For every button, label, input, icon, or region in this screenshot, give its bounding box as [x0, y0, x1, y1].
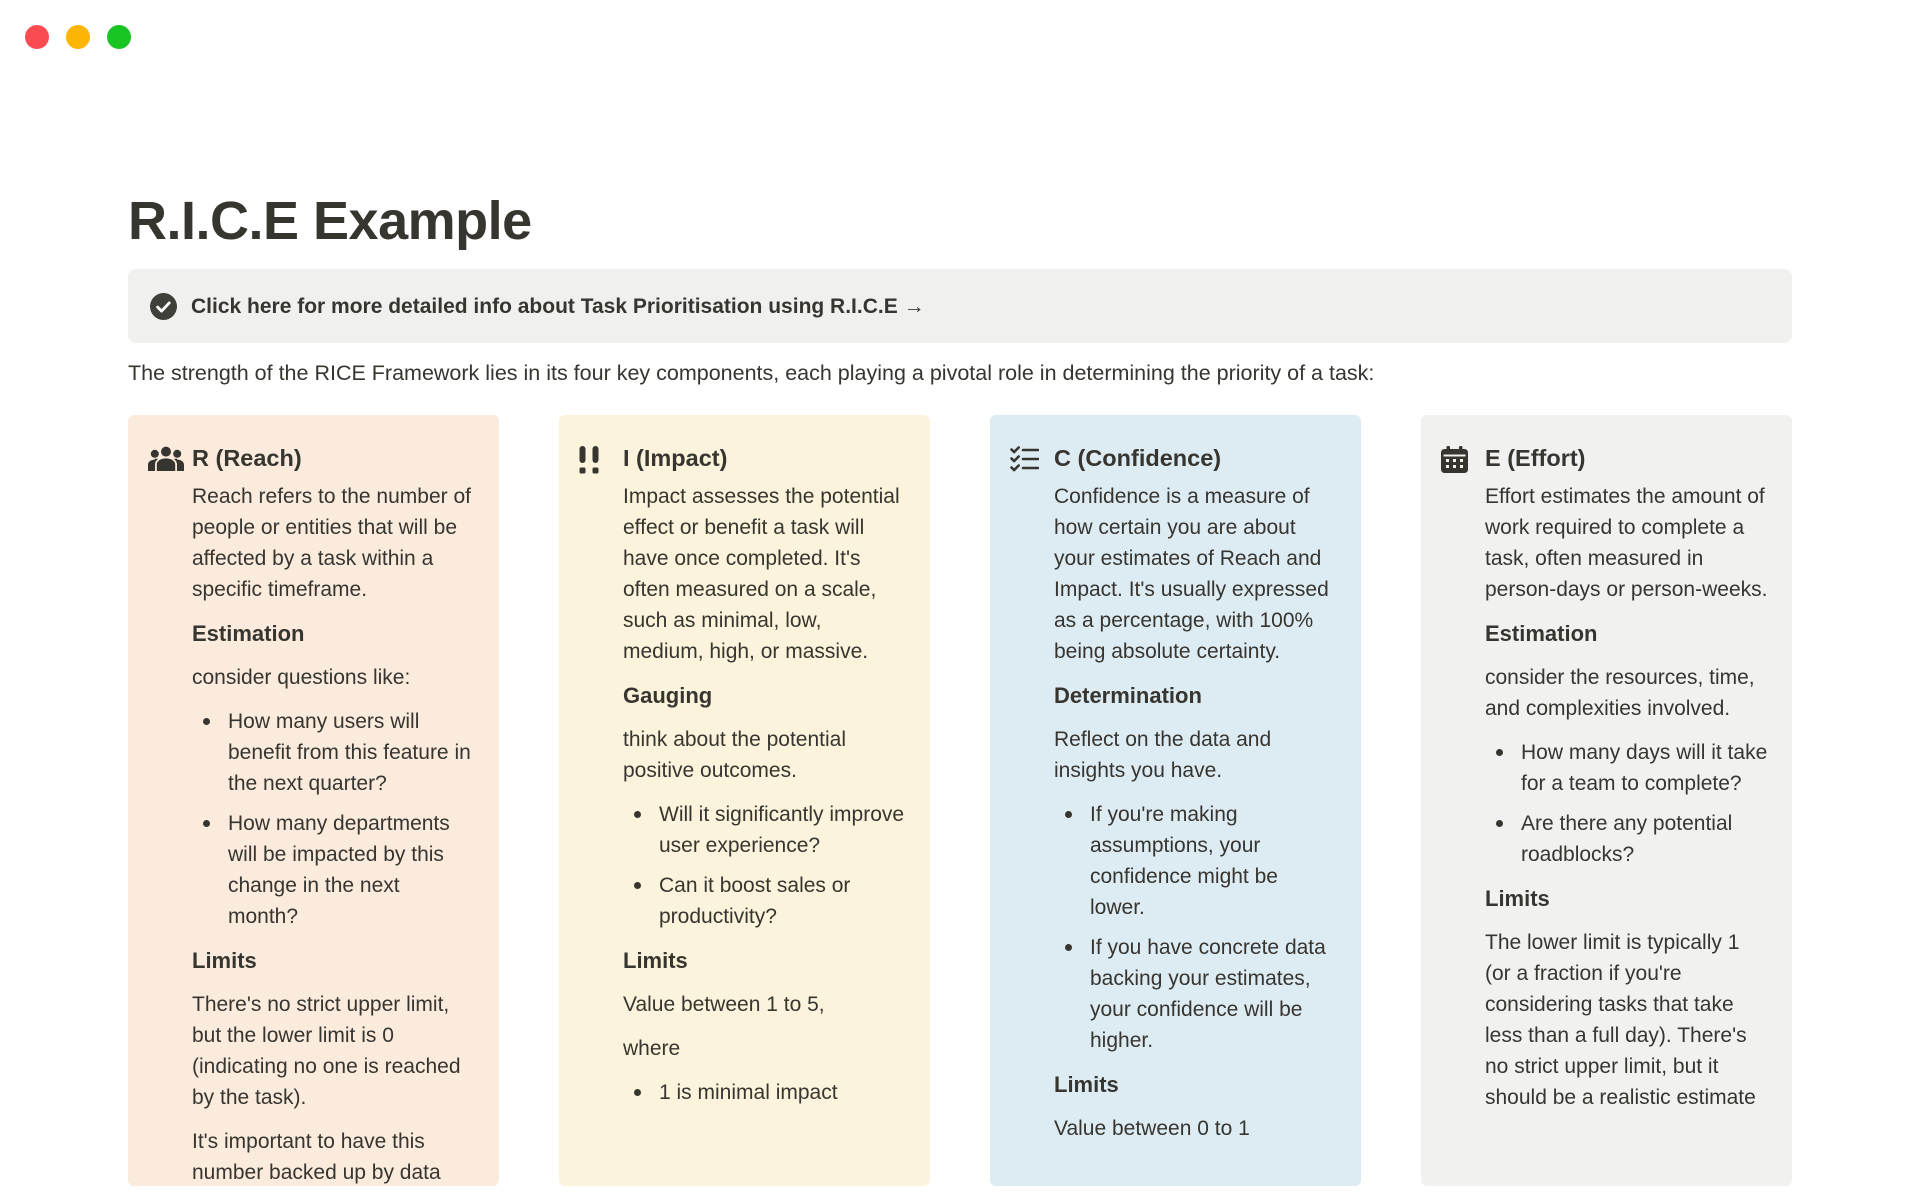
page-content [128, 0, 1792, 1186]
bullet-item: If you have concrete data backing your estimates, your confidence will be higher. [1054, 932, 1337, 1056]
paragraph: think about the potential positive outcomes. [623, 728, 847, 782]
paragraph: It's important to have this number backed up by data [192, 1130, 441, 1184]
rice-columns [128, 415, 1792, 1186]
card-title: E (Effort) [1485, 445, 1586, 471]
sub-heading: Limits [192, 948, 257, 973]
minimize-button[interactable] [66, 25, 90, 49]
bullet-item: How many departments will be impacted by this change in the next month? [192, 808, 475, 932]
bullet-item: How many days will it take for a team to complete? [1485, 737, 1768, 799]
paragraph: There's no strict upper limit, but the lower limit is 0 (indicating no one is reached by the task). [192, 993, 461, 1109]
paragraph: where [623, 1037, 681, 1060]
card-title: R (Reach) [192, 445, 302, 471]
card-title: C (Confidence) [1054, 445, 1222, 471]
sub-heading: Gauging [623, 683, 713, 708]
paragraph: The lower limit is typically 1 (or a fraction if you're considering tasks that take less than a full day). There's no strict upper limit, but it should be a realistic estimate [1485, 931, 1756, 1109]
paragraph: Impact assesses the potential effect or benefit a task will have once completed. It's often measured on a scale, such as minimal, low, medium, high, or massive. [623, 485, 900, 663]
page-title: R.I.C.E Example [128, 191, 532, 251]
paragraph: consider the resources, time, and complexities involved. [1485, 666, 1755, 720]
callout-text: Click here for more detailed info about Task Prioritisation using R.I.C.E → [191, 294, 925, 318]
paragraph: Effort estimates the amount of work required to complete a task, often measured in person-days or person-weeks. [1485, 485, 1768, 601]
bullet-item: How many users will benefit from this feature in the next quarter? [192, 706, 475, 799]
sub-heading: Limits [623, 948, 688, 973]
sub-heading: Estimation [192, 621, 305, 646]
paragraph: Reflect on the data and insights you have. [1054, 728, 1272, 782]
sub-heading: Estimation [1485, 621, 1598, 646]
intro-paragraph: The strength of the RICE Framework lies in its four key components, each playing a pivotal role in determining the priority of a task: [128, 361, 1375, 385]
sub-heading: Limits [1054, 1072, 1119, 1097]
bullet-list [623, 799, 906, 932]
bullet-list [1485, 737, 1768, 870]
card-confidence [990, 415, 1361, 1186]
calendar-icon [1441, 446, 1468, 478]
bullet-item: Are there any potential roadblocks? [1485, 808, 1768, 870]
check-circle-icon [150, 293, 177, 320]
bullet-list [192, 706, 475, 932]
sub-heading: Limits [1485, 886, 1550, 911]
bullet-item: 1 is minimal impact [623, 1077, 906, 1108]
bullet-item: Will it significantly improve user experience? [623, 799, 906, 861]
paragraph: Value between 1 to 5, [623, 993, 825, 1016]
bullet-list [623, 1077, 906, 1108]
paragraph: Value between 0 to 1 [1054, 1117, 1250, 1140]
bullet-list [1054, 799, 1337, 1056]
double-exclamation-icon [579, 446, 599, 479]
bullet-item: Can it boost sales or productivity? [623, 870, 906, 932]
sub-heading: Determination [1054, 683, 1202, 708]
bullet-item: If you're making assumptions, your confidence might be lower. [1054, 799, 1337, 923]
paragraph: Confidence is a measure of how certain you are about your estimates of Reach and Impact. It's usually expressed as a percentage, with 100% being absolute certainty. [1054, 485, 1329, 663]
card-reach [128, 415, 499, 1186]
card-title: I (Impact) [623, 445, 728, 471]
window-controls [25, 25, 131, 49]
paragraph: Reach refers to the number of people or entities that will be affected by a task within a specific timeframe. [192, 485, 471, 601]
paragraph: consider questions like: [192, 666, 411, 689]
card-impact [559, 415, 930, 1186]
callout-link[interactable] [128, 269, 1792, 343]
people-icon [148, 446, 184, 476]
card-effort [1421, 415, 1792, 1186]
checklist-icon [1010, 446, 1039, 477]
close-button[interactable] [25, 25, 49, 49]
